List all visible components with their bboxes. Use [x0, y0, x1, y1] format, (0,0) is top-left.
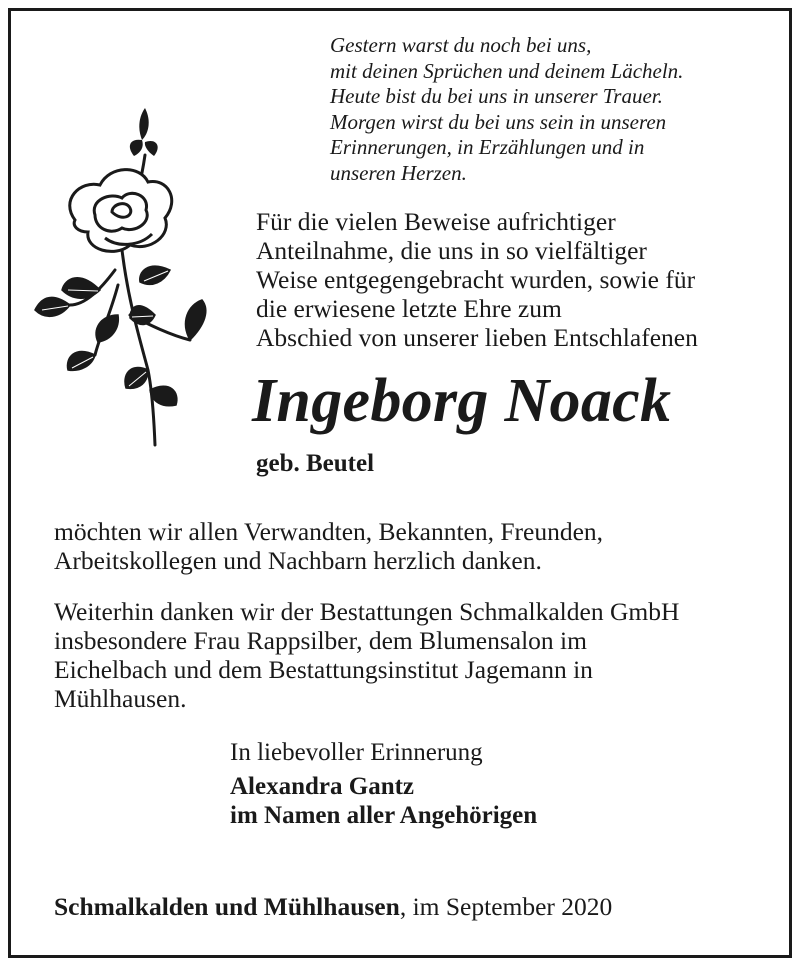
thanks-line: Weise entgegengebracht wurden, sowie für — [256, 265, 696, 294]
poem-line: unseren Herzen. — [330, 160, 467, 185]
poem-line: Heute bist du bei uns in unserer Trauer. — [330, 84, 663, 108]
paragraph-line: Weiterhin danken wir der Bestattungen Schmalkalden GmbH — [54, 597, 680, 626]
paragraph-line: Arbeitskollegen und Nachbarn herzlich danken. — [54, 546, 542, 575]
signer-role: im Namen aller Angehörigen — [230, 802, 538, 829]
additional-thanks — [54, 597, 784, 713]
signer-block — [230, 772, 537, 830]
footer-date: , im September 2020 — [399, 892, 613, 921]
thanks-line: Anteilnahme, die uns in so vielfältiger — [256, 236, 647, 265]
poem-line: Erinnerungen, in Erzählungen und in — [330, 135, 645, 159]
rose-icon — [30, 100, 220, 450]
maiden-name: geb. Beutel — [256, 450, 375, 477]
signer-name: Alexandra Gantz — [230, 773, 415, 800]
paragraph-line: möchten wir allen Verwandten, Bekannten, Freunden, — [54, 517, 604, 546]
thanks-recipients — [54, 517, 784, 575]
thanks-line: die erwiesene letzte Ehre zum — [256, 294, 562, 323]
poem-line: Morgen wirst du bei uns sein in unseren — [330, 109, 667, 134]
closing-phrase: In liebevoller Erinnerung — [230, 739, 483, 766]
paragraph-line: Eichelbach und dem Bestattungsinstitut Jagemann in — [54, 655, 593, 684]
memorial-poem — [330, 33, 770, 186]
paragraph-line: insbesondere Frau Rappsilber, dem Blumensalon im — [54, 626, 587, 655]
place-date-line — [54, 892, 612, 922]
paragraph-line: Mühlhausen. — [54, 684, 187, 713]
thanks-line: Abschied von unserer lieben Entschlafenen — [256, 323, 698, 352]
footer-places: Schmalkalden und Mühlhausen — [54, 892, 400, 921]
poem-line: mit deinen Sprüchen und deinem Lächeln. — [330, 58, 684, 83]
poem-line: Gestern warst du noch bei uns, — [330, 33, 592, 57]
thanks-intro — [256, 207, 776, 352]
thanks-line: Für die vielen Beweise aufrichtiger — [256, 207, 616, 236]
deceased-name: Ingeborg Noack — [252, 367, 672, 435]
